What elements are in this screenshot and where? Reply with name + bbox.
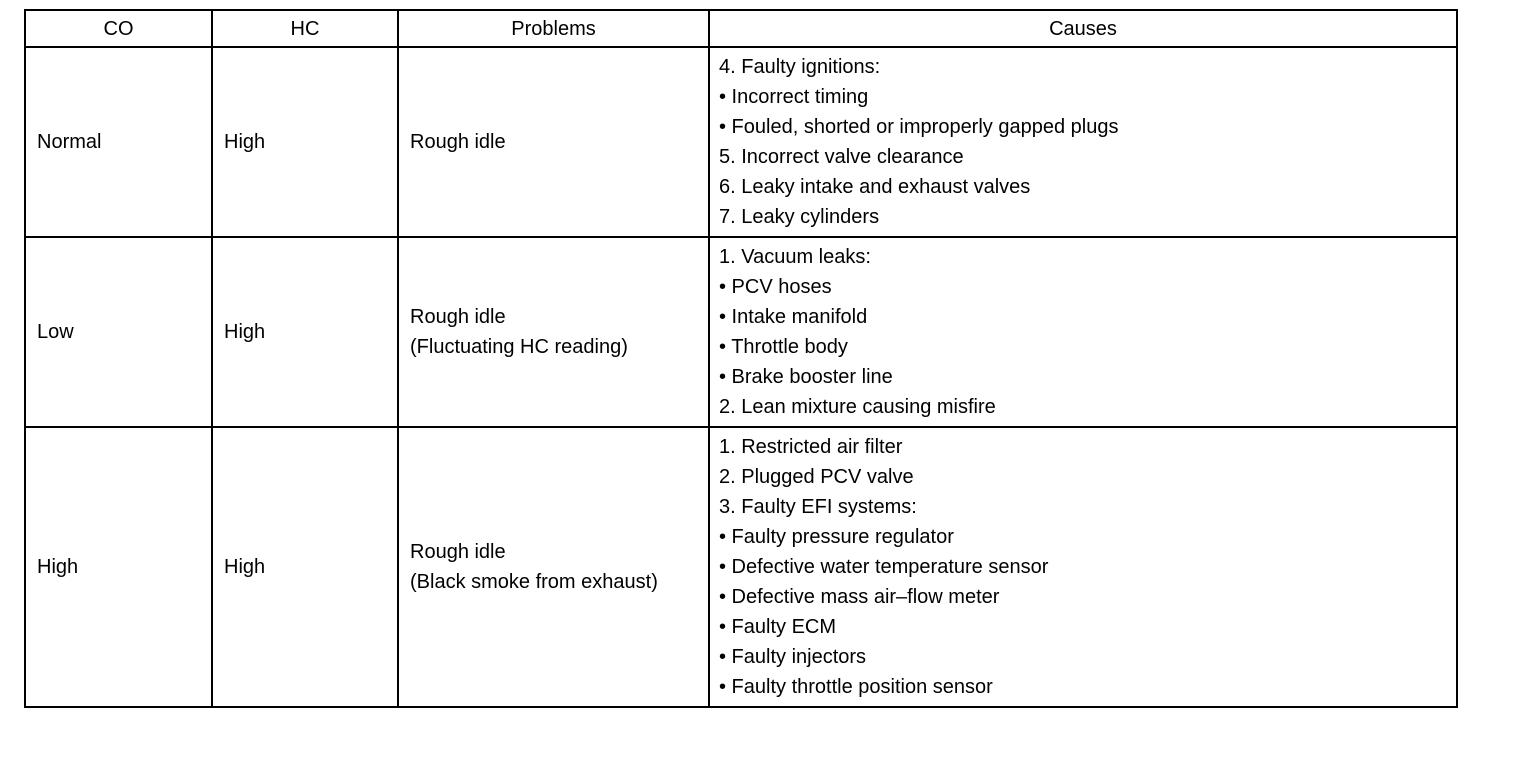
problems-cell xyxy=(398,47,709,237)
cause-item: 1. Vacuum leaks: xyxy=(719,246,871,268)
causes-cell xyxy=(709,47,1457,237)
cause-item: 5. Incorrect valve clearance xyxy=(719,146,964,168)
cause-item: • Fouled, shorted or improperly gapped plugs xyxy=(719,116,1119,138)
cause-item: • Defective water temperature sensor xyxy=(719,556,1049,578)
cause-item: • Brake booster line xyxy=(719,366,893,388)
causes-cell xyxy=(709,427,1457,707)
header-hc: HC xyxy=(212,10,398,47)
cause-item: • Faulty throttle position sensor xyxy=(719,676,993,698)
table-row xyxy=(25,47,1457,237)
causes-list xyxy=(719,432,1448,702)
cause-item: • PCV hoses xyxy=(719,276,832,298)
co-cell: High xyxy=(25,427,212,707)
co-cell: Normal xyxy=(25,47,212,237)
causes-cell xyxy=(709,237,1457,427)
cause-item: • Faulty injectors xyxy=(719,646,867,668)
diagnosis-table xyxy=(24,9,1458,708)
cause-item: 2. Plugged PCV valve xyxy=(719,466,914,488)
cause-item: • Faulty pressure regulator xyxy=(719,526,954,548)
header-co: CO xyxy=(25,10,212,47)
causes-list xyxy=(719,52,1448,232)
hc-cell: High xyxy=(212,237,398,427)
cause-item: 2. Lean mixture causing misfire xyxy=(719,396,996,418)
causes-list xyxy=(719,242,1448,422)
cause-item: • Intake manifold xyxy=(719,306,868,328)
header-causes: Causes xyxy=(709,10,1457,47)
cause-item: 6. Leaky intake and exhaust valves xyxy=(719,176,1031,198)
problems-cell xyxy=(398,237,709,427)
table-body xyxy=(25,47,1457,707)
problems-cell xyxy=(398,427,709,707)
cause-item: 3. Faulty EFI systems: xyxy=(719,496,917,518)
problem-line: (Black smoke from exhaust) xyxy=(410,571,658,593)
cause-item: • Defective mass air–flow meter xyxy=(719,586,1000,608)
cause-item: • Incorrect timing xyxy=(719,86,869,108)
header-problems: Problems xyxy=(398,10,709,47)
cause-item: 4. Faulty ignitions: xyxy=(719,56,881,78)
cause-item: • Throttle body xyxy=(719,336,848,358)
cause-item: 1. Restricted air filter xyxy=(719,436,903,458)
hc-cell: High xyxy=(212,47,398,237)
co-cell: Low xyxy=(25,237,212,427)
problem-line: Rough idle xyxy=(410,541,506,563)
table-row xyxy=(25,427,1457,707)
problem-line: (Fluctuating HC reading) xyxy=(410,336,628,358)
problem-line: Rough idle xyxy=(410,131,506,153)
hc-cell: High xyxy=(212,427,398,707)
cause-item: 7. Leaky cylinders xyxy=(719,206,880,228)
header-row xyxy=(25,10,1457,47)
problem-line: Rough idle xyxy=(410,306,506,328)
table-header xyxy=(25,10,1457,47)
table-row xyxy=(25,237,1457,427)
cause-item: • Faulty ECM xyxy=(719,616,837,638)
